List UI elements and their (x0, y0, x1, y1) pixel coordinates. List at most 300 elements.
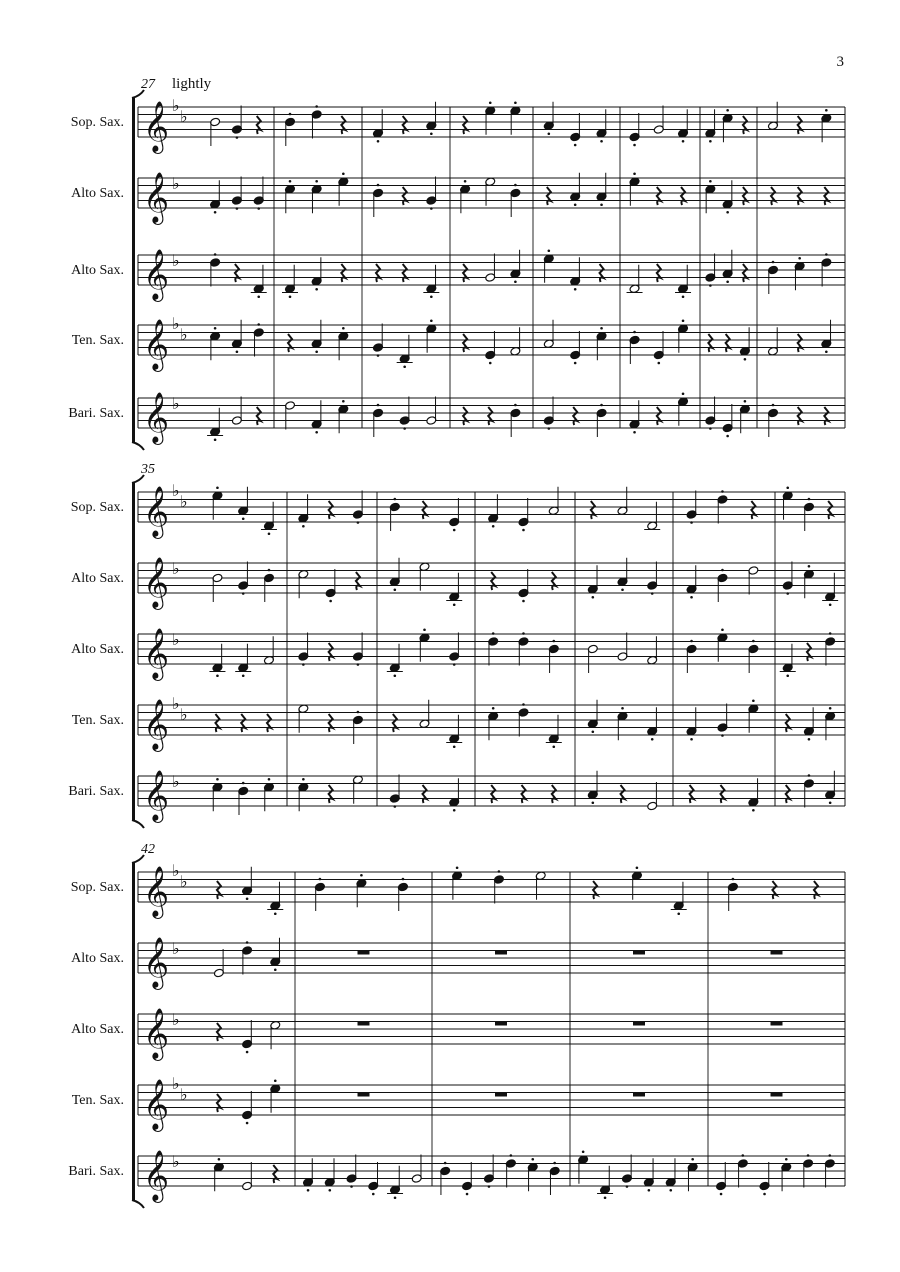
staccato-dot (307, 1189, 310, 1192)
staccato-dot (492, 632, 495, 635)
whole-rest (771, 951, 783, 955)
rest-glyph (657, 407, 661, 425)
quarter-rest (329, 501, 333, 519)
note (587, 644, 598, 673)
staccato-dot (236, 350, 239, 353)
rest-glyph (786, 714, 790, 732)
quarter-rest (423, 501, 427, 519)
rest-glyph (798, 407, 802, 425)
rest-glyph (824, 407, 828, 425)
whole-rest (358, 951, 370, 955)
staff (72, 1085, 845, 1115)
staccato-dot (453, 663, 456, 666)
rest-glyph (521, 785, 525, 803)
staccato-dot (342, 400, 345, 403)
whole-rest (495, 1022, 507, 1026)
rest-glyph (751, 501, 755, 519)
rest-glyph (798, 187, 802, 205)
quarter-rest (356, 572, 360, 590)
staff (68, 398, 845, 428)
note (242, 1162, 253, 1191)
flat-key-signature: ♭ (180, 327, 188, 344)
staccato-dot (257, 323, 260, 326)
flat-key-signature: ♭ (172, 863, 180, 880)
whole-rest (633, 1022, 645, 1026)
rest-glyph (573, 407, 577, 425)
staccato-dot (444, 1162, 447, 1165)
rest-glyph (690, 785, 694, 803)
quarter-rest (257, 116, 261, 134)
note (231, 397, 242, 426)
staccato-dot (492, 525, 495, 528)
staff-prefix (143, 771, 180, 823)
rest-glyph (217, 1023, 221, 1041)
staccato-dot (604, 1196, 607, 1199)
flat-key-signature: ♭ (172, 1076, 180, 1093)
instrument-label: Bari. Sax. (68, 1164, 124, 1179)
staccato-dot (394, 498, 397, 501)
quarter-rest (423, 785, 427, 803)
tempo-marking: lightly (172, 76, 212, 92)
staccato-dot (772, 261, 775, 264)
staff-prefix (143, 863, 188, 919)
rest-glyph (463, 264, 467, 282)
treble-clef: 𝄞 (143, 771, 170, 820)
note (419, 562, 430, 591)
rest-glyph (463, 407, 467, 425)
treble-clef: 𝄞 (143, 867, 170, 916)
quarter-rest (720, 785, 724, 803)
flat-key-signature: ♭ (180, 109, 188, 126)
staff-prefix (143, 1076, 188, 1132)
rest-glyph (217, 1094, 221, 1112)
staccato-dot (829, 707, 832, 710)
staccato-dot (651, 592, 654, 595)
rest-glyph (217, 881, 221, 899)
staccato-dot (357, 711, 360, 714)
quarter-rest (726, 334, 730, 352)
treble-clef: 𝄞 (143, 558, 170, 607)
flat-key-signature: ♭ (172, 253, 180, 270)
staccato-dot (677, 912, 680, 915)
staccato-dot (214, 253, 217, 256)
staccato-dot (690, 738, 693, 741)
rest-glyph (267, 714, 271, 732)
quarter-rest (786, 785, 790, 803)
rest-glyph (403, 116, 407, 134)
rest-glyph (726, 334, 730, 352)
staccato-dot (514, 101, 517, 104)
flat-key-signature: ♭ (180, 707, 188, 724)
staccato-dot (236, 136, 239, 139)
staccato-dot (621, 707, 624, 710)
system-bracket (132, 98, 135, 442)
quarter-rest (593, 881, 597, 899)
staccato-dot (350, 1185, 353, 1188)
rest-glyph (798, 116, 802, 134)
staccato-dot (752, 640, 755, 643)
quarter-rest (573, 407, 577, 425)
flat-key-signature: ♭ (172, 483, 180, 500)
staccato-dot (453, 603, 456, 606)
staccato-dot (721, 628, 724, 631)
quarter-rest (215, 714, 219, 732)
rest-glyph (403, 187, 407, 205)
whole-rest (495, 1093, 507, 1097)
staccato-dot (721, 490, 724, 493)
staccato-dot (690, 596, 693, 599)
quarter-rest (743, 264, 747, 282)
quarter-rest (488, 407, 492, 425)
note (627, 265, 643, 294)
staccato-dot (268, 569, 271, 572)
staff (71, 943, 845, 973)
system-2 (68, 462, 845, 828)
staccato-dot (808, 498, 811, 501)
rest-glyph (376, 264, 380, 282)
staccato-dot (574, 203, 577, 206)
note (298, 569, 309, 598)
rest-glyph (288, 334, 292, 352)
staccato-dot (621, 588, 624, 591)
staccato-dot (342, 327, 345, 330)
instrument-label: Sop. Sax. (70, 500, 124, 515)
staccato-dot (651, 738, 654, 741)
staccato-dot (829, 632, 832, 635)
staccato-dot (214, 327, 217, 330)
quarter-rest (690, 785, 694, 803)
rest-glyph (593, 881, 597, 899)
rest-glyph (341, 116, 345, 134)
note (644, 502, 660, 531)
quarter-rest (828, 501, 832, 519)
staccato-dot (302, 525, 305, 528)
rest-glyph (621, 785, 625, 803)
note (768, 327, 779, 356)
instrument-label: Ten. Sax. (71, 1093, 124, 1108)
note (263, 636, 274, 665)
staccato-dot (357, 521, 360, 524)
staccato-dot (786, 674, 789, 677)
rest-glyph (720, 785, 724, 803)
quarter-rest (491, 785, 495, 803)
staccato-dot (709, 180, 712, 183)
staccato-dot (430, 132, 433, 135)
whole-rest (633, 1093, 645, 1097)
staff-prefix (143, 316, 188, 372)
rest-glyph (491, 572, 495, 590)
quarter-rest (235, 264, 239, 282)
staccato-dot (798, 257, 801, 260)
staccato-dot (648, 1189, 651, 1192)
staccato-dot (690, 521, 693, 524)
staccato-dot (682, 392, 685, 395)
staccato-dot (721, 734, 724, 737)
staccato-dot (394, 805, 397, 808)
whole-rest (771, 1093, 783, 1097)
quarter-rest (591, 501, 595, 519)
staccato-dot (682, 319, 685, 322)
staccato-dot (453, 529, 456, 532)
note (548, 487, 559, 516)
staccato-dot (214, 438, 217, 441)
treble-clef: 𝄞 (143, 700, 170, 749)
staccato-dot (488, 1185, 491, 1188)
staccato-dot (626, 1185, 629, 1188)
rest-glyph (657, 264, 661, 282)
flat-key-signature: ♭ (180, 1087, 188, 1104)
note (485, 177, 496, 206)
staff-prefix (143, 1009, 180, 1061)
quarter-rest (273, 1165, 277, 1183)
rest-glyph (215, 714, 219, 732)
note (352, 775, 363, 804)
quarter-rest (824, 187, 828, 205)
staff-prefix (143, 629, 180, 681)
staccato-dot (744, 400, 747, 403)
note (270, 1020, 281, 1049)
note (543, 320, 554, 349)
staccato-dot (246, 1051, 249, 1054)
staccato-dot (274, 912, 277, 915)
system-bracket (132, 863, 135, 1200)
measure-number: 42 (141, 842, 155, 857)
note (426, 397, 437, 426)
staccato-dot (430, 207, 433, 210)
rest-glyph (798, 334, 802, 352)
flat-key-signature: ♭ (172, 1154, 180, 1171)
staccato-dot (403, 365, 406, 368)
staccato-dot (807, 1154, 810, 1157)
staccato-dot (246, 897, 249, 900)
rest-glyph (772, 881, 776, 899)
staccato-dot (633, 144, 636, 147)
staccato-dot (498, 870, 501, 873)
quarter-rest (807, 643, 811, 661)
staccato-dot (574, 362, 577, 365)
staccato-dot (216, 486, 219, 489)
staccato-dot (600, 203, 603, 206)
treble-clef: 𝄞 (143, 1009, 170, 1058)
instrument-label: Sop. Sax. (70, 115, 124, 130)
quarter-rest (341, 116, 345, 134)
quarter-rest (329, 714, 333, 732)
staff-prefix (143, 558, 180, 610)
staccato-dot (600, 404, 603, 407)
staff-prefix (143, 696, 188, 752)
staccato-dot (709, 284, 712, 287)
staccato-dot (328, 1189, 331, 1192)
quarter-rest (772, 881, 776, 899)
staccato-dot (242, 782, 245, 785)
treble-clef: 𝄞 (143, 320, 170, 369)
rest-glyph (786, 785, 790, 803)
staccato-dot (492, 707, 495, 710)
quarter-rest (257, 407, 261, 425)
quarter-rest (657, 264, 661, 282)
note (298, 704, 309, 733)
flat-key-signature: ♭ (180, 874, 188, 891)
staccato-dot (763, 1193, 766, 1196)
staccato-dot (466, 1193, 469, 1196)
staccato-dot (785, 1158, 788, 1161)
quarter-rest (657, 407, 661, 425)
staff-prefix (143, 250, 180, 302)
quarter-rest (288, 334, 292, 352)
note (285, 401, 296, 430)
quarter-rest (552, 785, 556, 803)
staccato-dot (315, 105, 318, 108)
page-number: 3 (836, 54, 844, 70)
staccato-dot (582, 1150, 585, 1153)
staccato-dot (709, 427, 712, 430)
bracket-hook (132, 1200, 144, 1208)
quarter-rest (217, 1094, 221, 1112)
rest-glyph (329, 643, 333, 661)
staccato-dot (726, 435, 729, 438)
rest-glyph (824, 187, 828, 205)
staccato-dot (522, 632, 525, 635)
staccato-dot (522, 703, 525, 706)
staccato-dot (377, 184, 380, 187)
staccato-dot (394, 674, 397, 677)
staff-prefix (143, 98, 188, 154)
quarter-rest (217, 881, 221, 899)
staccato-dot (289, 295, 292, 298)
staccato-dot (691, 1158, 694, 1161)
staccato-dot (377, 140, 380, 143)
staccato-dot (600, 327, 603, 330)
flat-key-signature: ♭ (172, 98, 180, 115)
quarter-rest (329, 643, 333, 661)
staccato-dot (329, 600, 332, 603)
quarter-rest (600, 264, 604, 282)
quarter-rest (403, 264, 407, 282)
note (748, 566, 759, 595)
staccato-dot (289, 113, 292, 116)
staccato-dot (726, 211, 729, 214)
quarter-rest (329, 785, 333, 803)
staccato-dot (242, 517, 245, 520)
quarter-rest (376, 264, 380, 282)
quarter-rest (798, 407, 802, 425)
staccato-dot (808, 774, 811, 777)
rest-glyph (814, 881, 818, 899)
bracket-hook (132, 820, 144, 828)
staccato-dot (772, 404, 775, 407)
staccato-dot (721, 569, 724, 572)
note (768, 102, 779, 131)
staccato-dot (548, 249, 551, 252)
quarter-rest (657, 187, 661, 205)
quarter-rest (267, 714, 271, 732)
staff (71, 1014, 845, 1044)
treble-clef: 𝄞 (143, 173, 170, 222)
treble-clef: 𝄞 (143, 102, 170, 151)
staccato-dot (510, 1154, 513, 1157)
treble-clef: 𝄞 (143, 938, 170, 987)
staccato-dot (690, 640, 693, 643)
staccato-dot (592, 730, 595, 733)
quarter-rest (751, 501, 755, 519)
staccato-dot (548, 132, 551, 135)
staccato-dot (456, 866, 459, 869)
staff-prefix (143, 1151, 180, 1203)
instrument-label: Ten. Sax. (71, 333, 124, 348)
treble-clef: 𝄞 (143, 629, 170, 678)
staccato-dot (828, 1154, 831, 1157)
quarter-rest (463, 264, 467, 282)
quarter-rest (743, 187, 747, 205)
rest-glyph (681, 187, 685, 205)
staccato-dot (246, 1122, 249, 1125)
rest-glyph (257, 116, 261, 134)
staff (68, 1156, 845, 1186)
staccato-dot (825, 109, 828, 112)
staccato-dot (489, 362, 492, 365)
rest-glyph (423, 785, 427, 803)
note (647, 782, 658, 811)
staccato-dot (531, 1158, 534, 1161)
staccato-dot (633, 331, 636, 334)
quarter-rest (771, 187, 775, 205)
rest-glyph (491, 785, 495, 803)
note (617, 487, 628, 516)
note (485, 254, 496, 283)
quarter-rest (547, 187, 551, 205)
staccato-dot (360, 874, 363, 877)
staccato-dot (574, 288, 577, 291)
instrument-label: Alto Sax. (71, 642, 124, 657)
measure-number: 35 (141, 462, 155, 477)
instrument-label: Ten. Sax. (71, 713, 124, 728)
staccato-dot (236, 207, 239, 210)
flat-key-signature: ♭ (172, 774, 180, 791)
staccato-dot (319, 878, 322, 881)
whole-rest (633, 951, 645, 955)
instrument-label: Bari. Sax. (68, 784, 124, 799)
quarter-rest (743, 116, 747, 134)
staccato-dot (514, 280, 517, 283)
rest-glyph (329, 714, 333, 732)
rest-glyph (591, 501, 595, 519)
measure-number: 27 (141, 77, 155, 92)
staccato-dot (522, 529, 525, 532)
flat-key-signature: ♭ (172, 176, 180, 193)
staccato-dot (302, 778, 305, 781)
note (647, 636, 658, 665)
staccato-dot (216, 674, 219, 677)
flat-key-signature: ♭ (172, 561, 180, 578)
staccato-dot (574, 144, 577, 147)
rest-glyph (708, 334, 712, 352)
staccato-dot (394, 1196, 397, 1199)
staccato-dot (377, 404, 380, 407)
rest-glyph (463, 116, 467, 134)
staccato-dot (548, 427, 551, 430)
staccato-dot (552, 640, 555, 643)
staccato-dot (682, 140, 685, 143)
flat-key-signature: ♭ (172, 632, 180, 649)
staccato-dot (453, 809, 456, 812)
staccato-dot (514, 404, 517, 407)
staccato-dot (274, 1079, 277, 1082)
staccato-dot (430, 319, 433, 322)
instrument-label: Alto Sax. (71, 186, 124, 201)
staccato-dot (741, 1154, 744, 1157)
staccato-dot (808, 738, 811, 741)
treble-clef: 𝄞 (143, 1151, 170, 1200)
